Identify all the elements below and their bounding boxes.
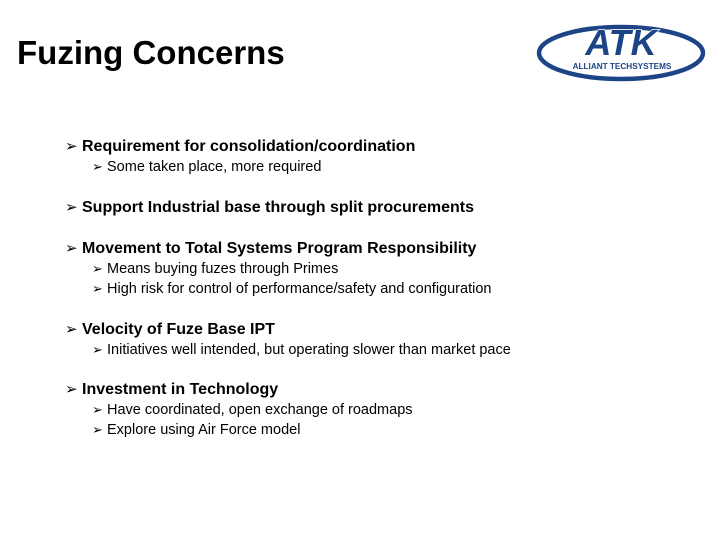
bullet-group	[65, 319, 705, 379]
bullet-arrow-icon: ➢	[92, 281, 103, 296]
bullet-text: Have coordinated, open exchange of roadmaps	[107, 402, 413, 418]
bullet-level1	[65, 319, 705, 340]
atk-logo-graphic	[536, 18, 706, 84]
bullet-text: Initiatives well intended, but operating slower than market pace	[107, 342, 511, 358]
bullet-level2	[92, 259, 705, 279]
bullet-level2	[92, 279, 705, 299]
bullet-text: Means buying fuzes through Primes	[107, 261, 339, 277]
bullet-arrow-icon: ➢	[92, 342, 103, 357]
bullet-arrow-icon: ➢	[65, 240, 78, 257]
bullet-level2	[92, 157, 705, 177]
bullet-group	[65, 197, 705, 238]
bullet-text: Requirement for consolidation/coordination	[82, 138, 416, 155]
bullet-level1	[65, 238, 705, 259]
bullet-level2	[92, 400, 705, 420]
bullet-level2	[92, 420, 705, 440]
bullet-level1	[65, 197, 705, 218]
bullet-arrow-icon: ➢	[65, 138, 78, 155]
bullet-text: Explore using Air Force model	[107, 422, 301, 438]
bullet-text: Some taken place, more required	[107, 159, 322, 175]
slide-title: Fuzing Concerns	[17, 34, 285, 71]
bullet-arrow-icon: ➢	[65, 321, 78, 338]
bullet-arrow-icon: ➢	[92, 402, 103, 417]
bullet-text: Support Industrial base through split procurements	[82, 199, 475, 216]
bullet-group	[65, 379, 705, 440]
bullet-group	[65, 238, 705, 319]
bullet-level1	[65, 136, 705, 157]
logo-main-text: ATK	[585, 22, 657, 63]
bullet-arrow-icon: ➢	[92, 159, 103, 174]
logo-sub-text: ALLIANT TECHSYSTEMS	[572, 62, 672, 71]
bullet-level2	[92, 340, 705, 360]
bullet-text: Velocity of Fuze Base IPT	[82, 321, 275, 338]
bullet-arrow-icon: ➢	[65, 381, 78, 398]
bullet-level1	[65, 379, 705, 400]
bullet-text: Investment in Technology	[82, 381, 279, 398]
bullet-arrow-icon: ➢	[65, 199, 78, 216]
bullet-group	[65, 136, 705, 197]
bullet-arrow-icon: ➢	[92, 261, 103, 276]
bullet-text: High risk for control of performance/safety and configuration	[107, 281, 492, 297]
bullet-list	[65, 136, 705, 440]
atk-logo	[536, 18, 706, 84]
bullet-arrow-icon: ➢	[92, 422, 103, 437]
bullet-text: Movement to Total Systems Program Responsibility	[82, 240, 477, 257]
